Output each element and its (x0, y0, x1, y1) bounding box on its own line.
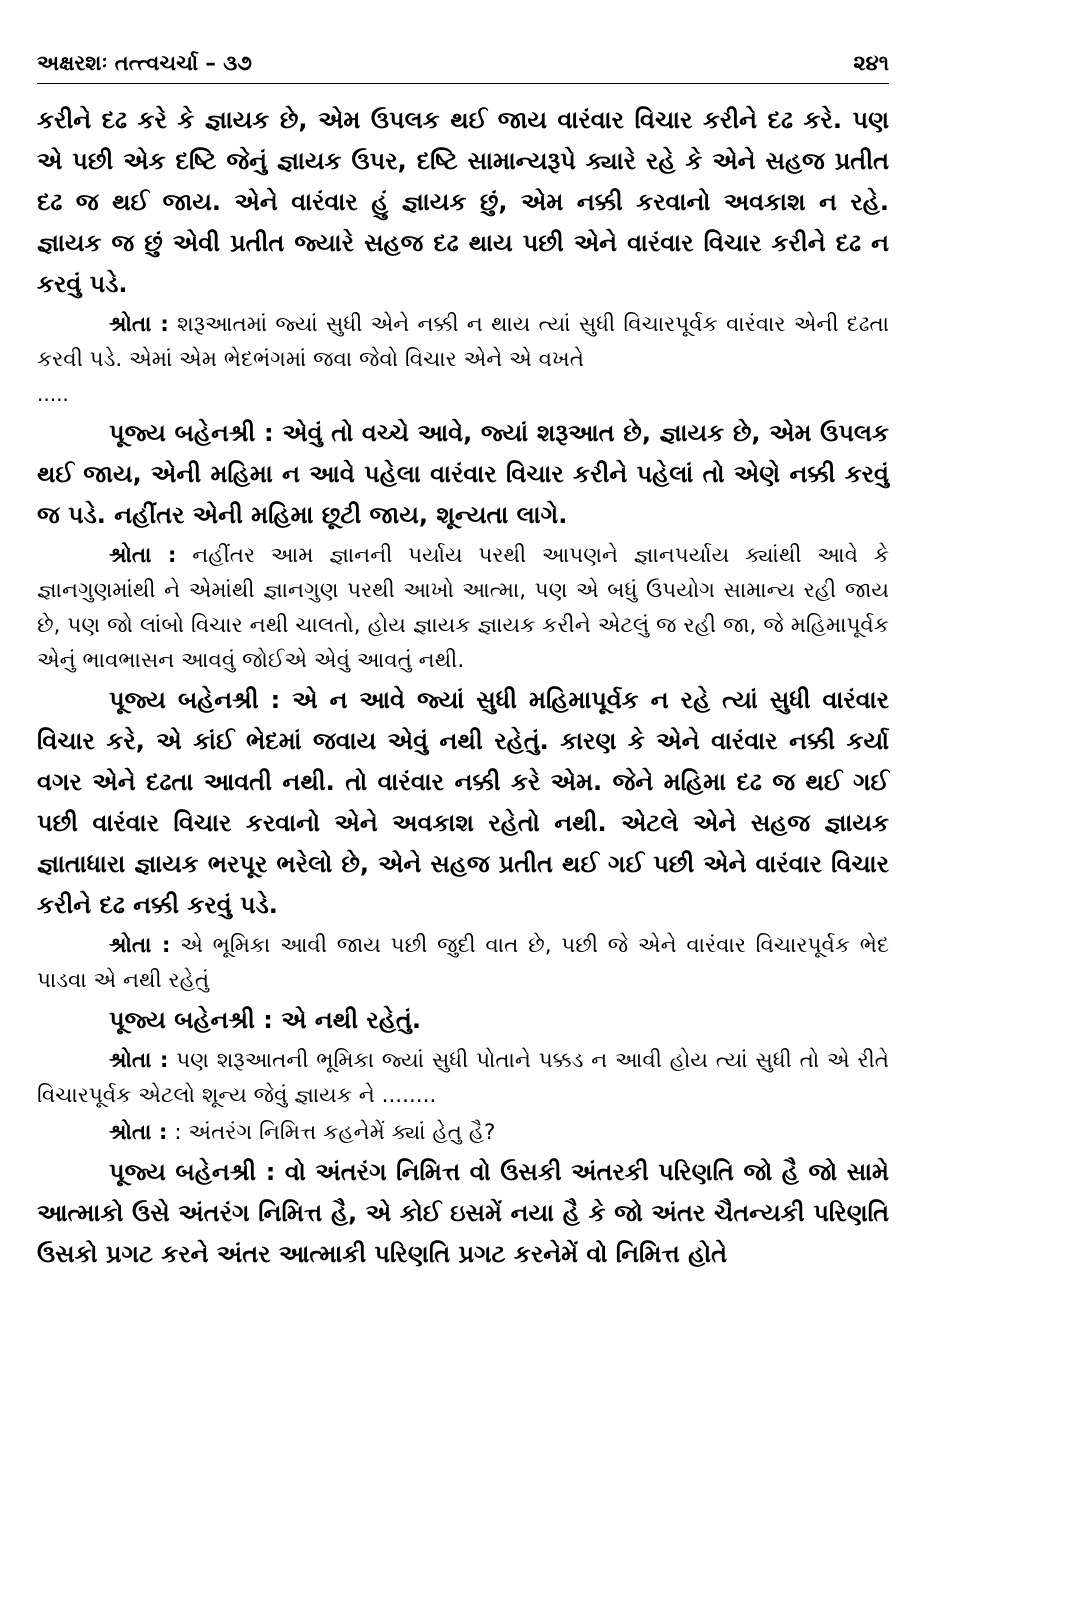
paragraph-text: એવું તો વચ્ચે આવે, જ્યાં શરૂઆત છે, જ્ઞાયક છે, એમ ઉપલક થઈ જાય, એની મહિમા ન આવે પહેલા વારંવાર વિચાર કરીને પહેલાં તો એણે નક્કી કરવું જ પડે. નહીંતર એની મહિમા છૂટી જાય, શૂન્યતા લાગે. (37, 419, 889, 529)
bahenshri-paragraph (37, 1000, 889, 1041)
running-title: અક્ષરશઃ તત્ત્વચર્ચા – ૩૭ (37, 50, 252, 75)
bahenshri-paragraph (37, 680, 889, 926)
paragraph-text: : અંતરંગ નિમિત્ત કહનેમેં ક્યાં હેતુ હૈ? (167, 1120, 496, 1145)
paragraph-text: એ ભૂમિકા આવી જાય પછી જુદી વાત છે, પછી જે એને વારંવાર વિચારપૂર્વક ભેદ પાડવા એ નથી રહેતું (37, 933, 889, 993)
speaker-label: શ્રોતા : (109, 543, 177, 568)
header-rule (37, 83, 889, 84)
listener-paragraph (37, 928, 889, 998)
speaker-label: પૂજ્ય બહેનશ્રી : (109, 1006, 273, 1034)
speaker-label: શ્રોતા : (109, 312, 169, 337)
paragraph-text: એ નથી રહેતું. (272, 1006, 421, 1034)
bahenshri-paragraph (37, 1152, 889, 1275)
listener-paragraph (37, 538, 889, 678)
bahenshri-paragraph (37, 413, 889, 536)
speaker-label: શ્રોતા : (109, 1120, 168, 1145)
speaker-label: પૂજ્ય બહેનશ્રી : (109, 686, 281, 714)
speaker-label: શ્રોતા : (109, 933, 171, 958)
ellipsis-line (37, 379, 889, 409)
ellipsis-text: ..... (37, 382, 69, 406)
speaker-label: શ્રોતા : (109, 1048, 169, 1073)
paragraph-text: શરૂઆતમાં જ્યાં સુધી એને નક્કી ન થાય ત્યાં સુધી વિચારપૂર્વક વારંવાર એની દઢતા કરવી પડે. એમાં એમ ભેદભંગમાં જવા જેવો વિચાર એને એ વખતે (37, 312, 889, 372)
listener-paragraph (37, 307, 889, 377)
speaker-label: પૂજ્ય બહેનશ્રી : (109, 419, 274, 447)
page-number: ૨૪૧ (853, 50, 889, 75)
body-text (37, 100, 889, 1277)
listener-paragraph (37, 1043, 889, 1113)
listener-paragraph (37, 1115, 889, 1150)
paragraph-text: પણ શરૂઆતની ભૂમિકા જ્યાં સુધી પોતાને પક્કડ ન આવી હોય ત્યાં સુધી તો એ રીતે વિચારપૂર્વક એટલો શૂન્ય જેવું જ્ઞાયક ને ........ (37, 1048, 889, 1108)
paragraph-text: એ ન આવે જ્યાં સુધી મહિમાપૂર્વક ન રહે ત્યાં સુધી વારંવાર વિચાર કરે, એ કાંઈ ભેદમાં જવાય એવું નથી રહેતું. કારણ કે એને વારંવાર નક્કી કર્યા વગર એને દઢતા આવતી નથી. તો વારંવાર નક્કી કરે એમ. જેને મહિમા દઢ જ થઈ ગઈ પછી વારંવાર વિચાર કરવાનો એને અવકાશ રહેતો નથી. એટલે એને સહજ જ્ઞાયક જ્ઞાતાધારા જ્ઞાયક ભરપૂર ભરેલો છે, એને સહજ પ્રતીત થઈ ગઈ પછી એને વારંવાર વિચાર કરીને દઢ નક્કી કરવું પડે. (37, 686, 889, 919)
paragraph-continuation (37, 100, 889, 305)
paragraph-text: કરીને દઢ કરે કે જ્ઞાયક છે, એમ ઉપલક થઈ જાય વારંવાર વિચાર કરીને દઢ કરે. પણ એ પછી એક દષ્ટિ જેનું જ્ઞાયક ઉપર, દષ્ટિ સામાન્યરૂપે ક્યારે રહે કે એને સહજ પ્રતીત દઢ જ થઈ જાય. એને વારંવાર હું જ્ઞાયક છું, એમ નક્કી કરવાનો અવકાશ ન રહે. જ્ઞાયક જ છું એવી પ્રતીત જ્યારે સહજ દઢ થાય પછી એને વારંવાર વિચાર કરીને દઢ ન કરવું પડે. (37, 106, 889, 298)
speaker-label: પૂજ્ય બહેનશ્રી : (109, 1158, 276, 1186)
paragraph-text: નહીંતર આમ જ્ઞાનની પર્યાય પરથી આપણને જ્ઞાનપર્યાય ક્યાંથી આવે કે જ્ઞાનગુણમાંથી ને એમાંથી જ્ઞાનગુણ પરથી આખો આત્મા, પણ એ બધું ઉપયોગ સામાન્ય રહી જાય છે, પણ જો લાંબો વિચાર નથી ચાલતો, હોય જ્ઞાયક જ્ઞાયક કરીને એટલું જ રહી જા, જે મહિમાપૂર્વક એનું ભાવભાસન આવવું જોઈએ એવું આવતું નથી. (37, 543, 889, 673)
paragraph-text: વો અંતરંગ નિમિત્ત વો ઉસકી અંતરકી પરિણતિ જો હૈ જો સામે આત્માકો ઉસે અંતરંગ નિમિત્ત હૈ, એ કોઈ ઇસમેં નયા હૈ કે જો અંતર ચૈતન્યકી પરિણતિ ઉસકો પ્રગટ કરને અંતર આત્માકી પરિણતિ પ્રગટ કરનેમેં વો નિમિત્ત હોતે (37, 1158, 889, 1268)
page-header (37, 46, 889, 80)
